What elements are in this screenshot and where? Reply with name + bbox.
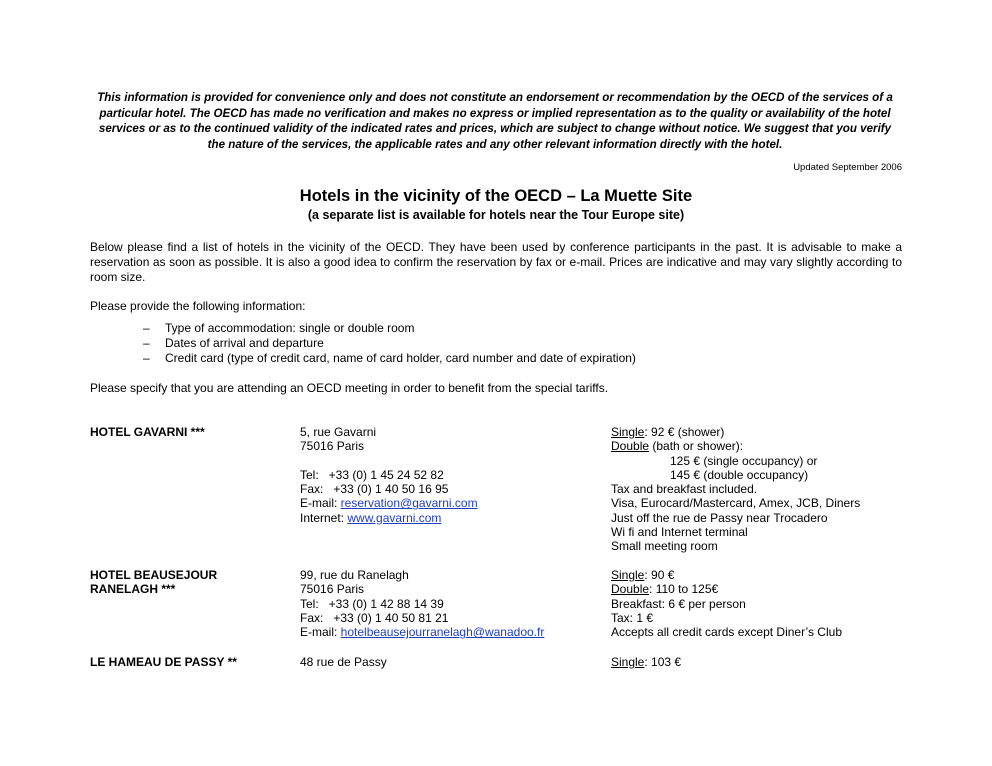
disclaimer: This information is provided for convenience only and does not constitute an endorsement or recommendation by the OECD of the services of a particular hotel. The OECD has made no verification and makes no express or implied representation as to the quality or availability of the hotel services or as to the continued validity of the indicated rates and prices, which are subject to change without notice. We suggest that you verify the nature of the services, the applicable rates and any other relevant information directly with the hotel. <box>97 91 893 151</box>
double-label: Double <box>611 439 650 454</box>
double-price: : 110 to 125€ <box>649 582 719 597</box>
single-price: : 103 € <box>644 655 682 669</box>
tax-info: Tax and breakfast included. <box>611 482 758 497</box>
fax-number: Fax: +33 (0) 1 40 50 16 95 <box>300 482 449 497</box>
cards-accepted: Accepts all credit cards except Diner’s Club <box>611 625 842 640</box>
double-single-occupancy: 125 € (single occupancy) or <box>670 453 818 468</box>
website-link[interactable]: www.gavarni.com <box>347 510 442 525</box>
double-rate <box>611 439 911 453</box>
phone-number: Tel: +33 (0) 1 42 88 14 39 <box>300 596 444 611</box>
single-rate <box>611 655 911 669</box>
email-label: E-mail: <box>300 496 341 511</box>
single-label: Single <box>611 655 645 669</box>
hotel-contact <box>300 568 600 639</box>
single-label: Single <box>611 568 645 582</box>
hotel-note: Small meeting room <box>611 539 718 554</box>
double-double-occupancy: 145 € (double occupancy) <box>670 467 809 482</box>
cards-accepted: Visa, Eurocard/Mastercard, Amex, JCB, Diners <box>611 496 861 511</box>
list-item: – Type of accommodation: single or double room <box>143 321 636 336</box>
hotel-rates <box>611 655 911 669</box>
address-line: 99, rue du Ranelagh <box>300 568 409 582</box>
list-item: – Credit card (type of credit card, name of card holder, card number and date of expiration) <box>143 351 636 366</box>
provide-info-heading: Please provide the following information: <box>90 299 306 313</box>
list-item: – Dates of arrival and departure <box>143 336 636 351</box>
page-title: Hotels in the vicinity of the OECD – La Muette Site <box>299 187 693 205</box>
hotel-contact <box>300 655 600 669</box>
intro-paragraph: Below please find a list of hotels in the vicinity of the OECD. They have been used by conference participants in the past. It is advisable to make a reservation as soon as possible. It is also a good idea to confirm the reservation by fax or e-mail. Prices are indicative and may vary slightly according to room size. <box>90 240 902 285</box>
double-rate <box>611 582 911 596</box>
email-line <box>300 625 600 639</box>
hotel-name: HOTEL BEAUSEJOUR RANELAGH *** <box>90 568 218 597</box>
address-line: 5, rue Gavarni <box>300 425 377 439</box>
internet-label: Internet: <box>300 510 348 525</box>
email-label: E-mail: <box>300 625 341 640</box>
single-rate <box>611 568 911 582</box>
phone-number: Tel: +33 (0) 1 45 24 52 82 <box>300 467 444 482</box>
email-link[interactable]: hotelbeausejourranelagh@wanadoo.fr <box>340 625 545 640</box>
address-line: 75016 Paris <box>300 582 365 597</box>
page-subtitle: (a separate list is available for hotels near the Tour Europe site) <box>307 208 685 222</box>
single-price: : 92 € (shower) <box>644 425 725 439</box>
hotel-contact <box>300 425 600 525</box>
specify-paragraph: Please specify that you are attending an OECD meeting in order to benefit from the special tariffs. <box>90 381 609 395</box>
hotel-note: Just off the rue de Passy near Trocadero <box>611 510 828 525</box>
breakfast-info: Breakfast: 6 € per person <box>611 596 746 611</box>
fax-number: Fax: +33 (0) 1 40 50 81 21 <box>300 610 449 625</box>
info-list <box>143 321 636 367</box>
double-desc: (bath or shower): <box>649 439 744 454</box>
updated-date: Updated September 2006 <box>793 162 902 173</box>
hotel-name: LE HAMEAU DE PASSY ** <box>90 655 237 669</box>
tax-info: Tax: 1 € <box>611 610 654 625</box>
hotel-note: Wi fi and Internet terminal <box>611 525 748 540</box>
hotel-name: HOTEL GAVARNI *** <box>90 425 205 439</box>
single-rate <box>611 425 911 439</box>
double-label: Double <box>611 582 650 597</box>
single-label: Single <box>611 425 645 439</box>
address-line: 75016 Paris <box>300 439 365 454</box>
single-price: : 90 € <box>644 568 675 582</box>
email-link[interactable]: reservation@gavarni.com <box>340 496 478 511</box>
hotel-rates <box>611 568 911 639</box>
internet-line <box>300 511 600 525</box>
address-line: 48 rue de Passy <box>300 655 387 669</box>
hotel-rates <box>611 425 911 554</box>
email-line <box>300 496 600 510</box>
